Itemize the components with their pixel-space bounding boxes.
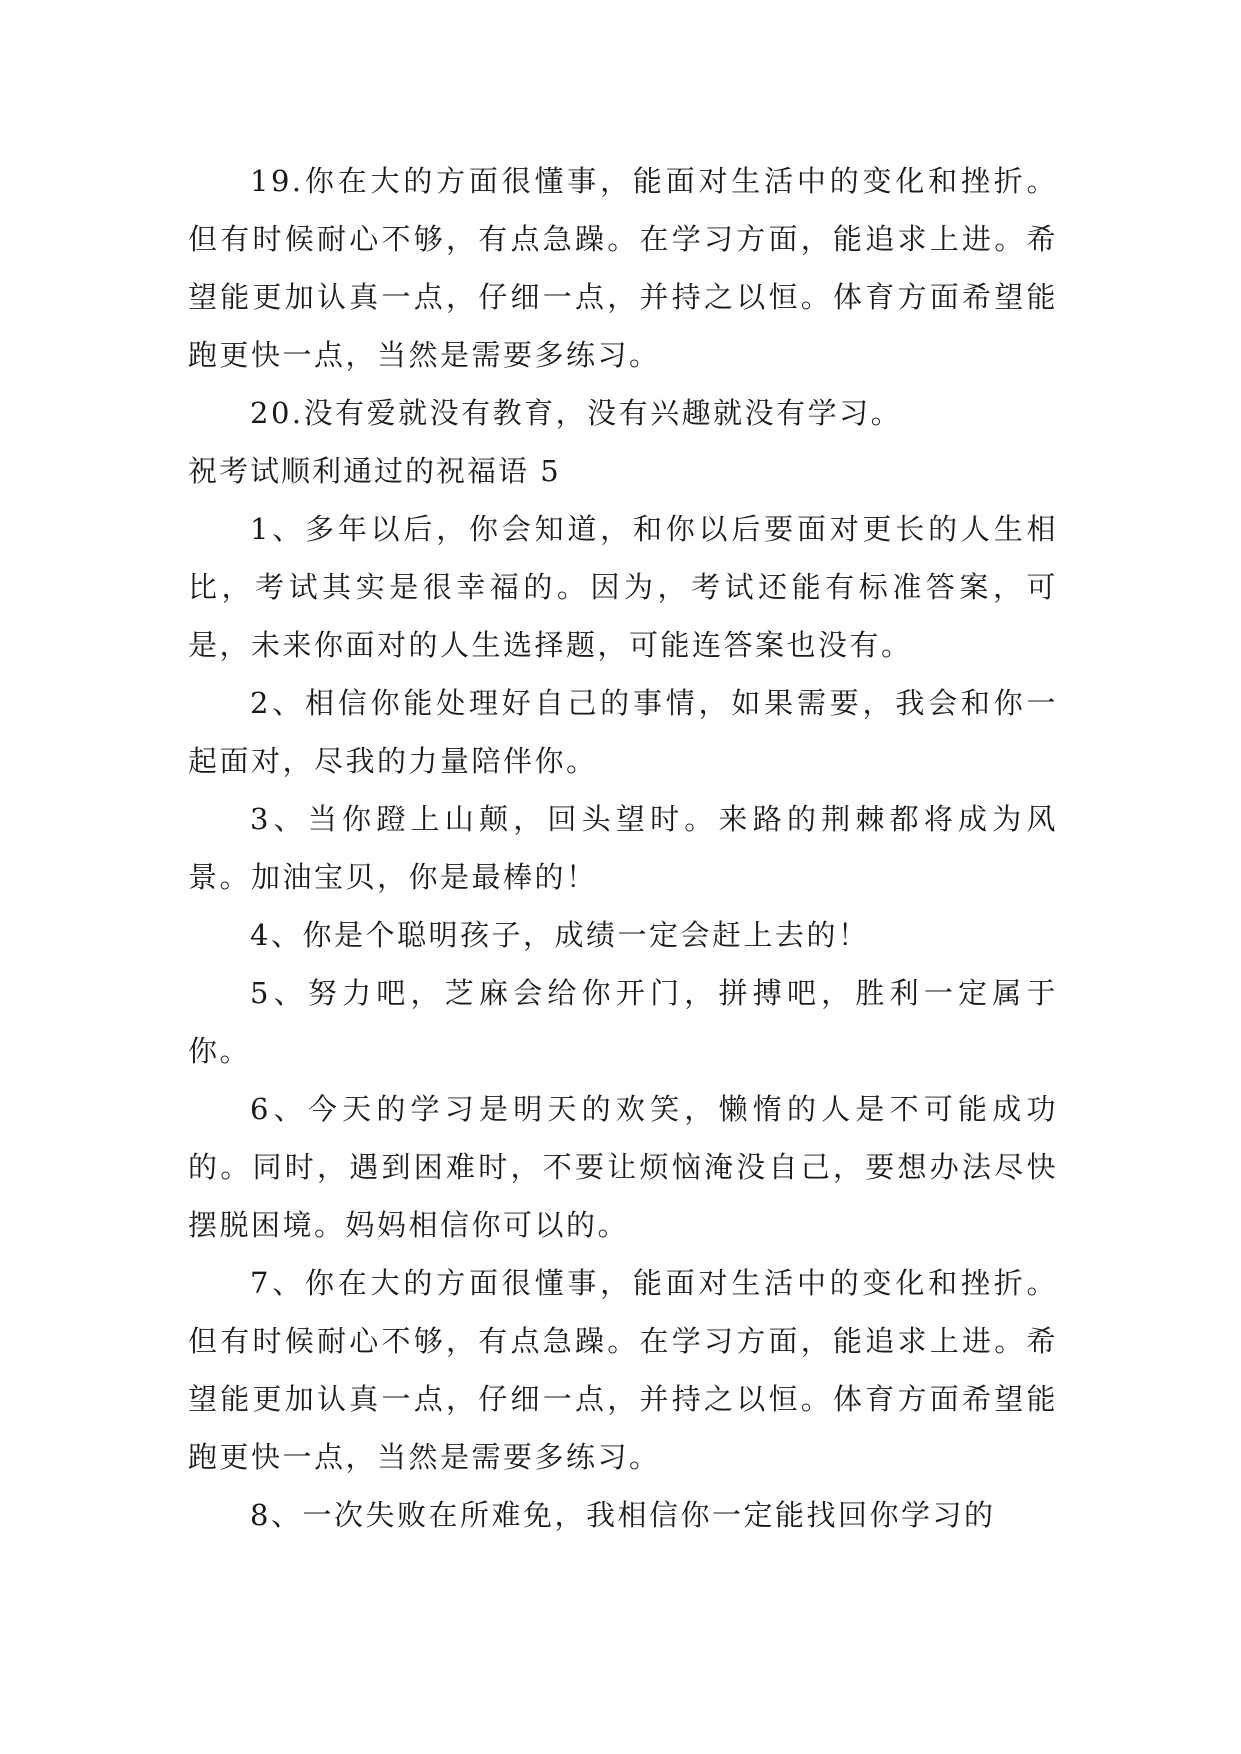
- paragraph-19: 19.你在大的方面很懂事，能面对生活中的变化和挫折。但有时候耐心不够，有点急躁。在学习方面，能追求上进。希望能更加认真一点，仔细一点，并持之以恒。体育方面希望能跑更快一点，当然是需要多练习。: [188, 164, 1058, 372]
- section-heading: 祝考试顺利通过的祝福语 5: [188, 454, 561, 488]
- paragraph-5: 5、努力吧，芝麻会给你开门，拼搏吧，胜利一定属于你。: [188, 976, 1058, 1068]
- paragraph-6: 6、今天的学习是明天的欢笑，懒惰的人是不可能成功的。同时，遇到困难时，不要让烦恼淹没自己，要想办法尽快摆脱困境。妈妈相信你可以的。: [188, 1092, 1058, 1242]
- paragraph-4: 4、你是个聪明孩子，成绩一定会赶上去的！: [250, 918, 870, 952]
- paragraph-1: 1、多年以后，你会知道，和你以后要面对更长的人生相比，考试其实是很幸福的。因为，考试还能有标准答案，可是，未来你面对的人生选择题，可能连答案也没有。: [188, 512, 1058, 662]
- paragraph-20: 20.没有爱就没有教育，没有兴趣就没有学习。: [250, 396, 903, 430]
- paragraph-3: 3、当你蹬上山颠，回头望时。来路的荆棘都将成为风景。加油宝贝，你是最棒的！: [188, 802, 1058, 894]
- paragraph-2: 2、相信你能处理好自己的事情，如果需要，我会和你一起面对，尽我的力量陪伴你。: [188, 686, 1058, 778]
- document-body: [188, 152, 1058, 1544]
- paragraph-7: 7、你在大的方面很懂事，能面对生活中的变化和挫折。但有时候耐心不够，有点急躁。在学习方面，能追求上进。希望能更加认真一点，仔细一点，并持之以恒。体育方面希望能跑更快一点，当然是需要多练习。: [188, 1266, 1058, 1474]
- paragraph-8: 8、一次失败在所难免，我相信你一定能找回你学习的: [250, 1498, 996, 1532]
